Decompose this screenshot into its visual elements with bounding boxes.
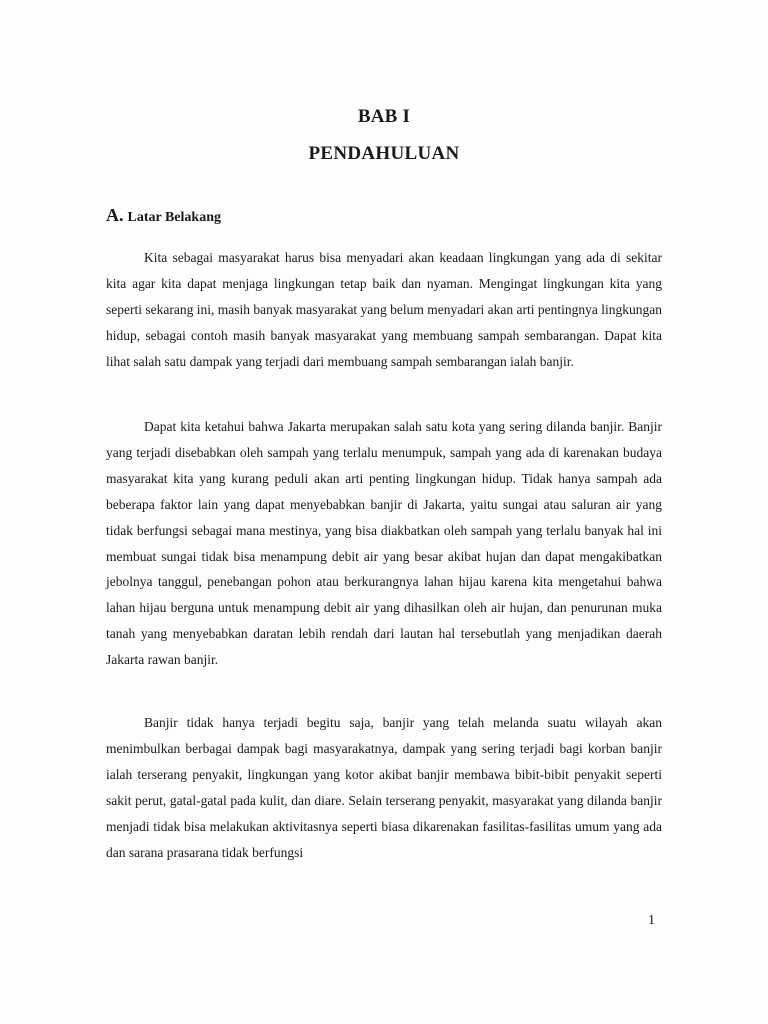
page-number: 1 bbox=[648, 913, 655, 928]
chapter-number: BAB I bbox=[357, 106, 411, 127]
paragraph-2: Dapat kita ketahui bahwa Jakarta merupakan salah satu kota yang sering dilanda banjir. Banjir yang terjadi disebabkan oleh sampah yang terlalu menumpuk, sampah yang ada di karenakan budaya masyarakat kita yang kurang peduli akan arti penting lingkungan hidup. Tidak hanya sampah ada beberapa faktor lain yang dapat menyebabkan banjir di Jakarta, yaitu sungai atau saluran air yang tidak berfungsi sebagai mana mestinya, yang bisa diakbatkan oleh sampah yang terlalu banyak hal ini membuat sungai tidak bisa menampung debit air yang besar akibat hujan dan dapat mengakibatkan jebolnya tanggul, penebangan pohon atau berkurangnya lahan hijau karena kita mengetahui bahwa lahan hijau berguna untuk menampung debit air yang dihasilkan oleh air hujan, dan penurunan muka tanah yang menyebabkan daratan lebih rendah dari lautan hal tersebutlah yang menjadikan daerah Jakarta rawan banjir. bbox=[106, 419, 662, 668]
paragraph-1: Kita sebagai masyarakat harus bisa menyadari akan keadaan lingkungan yang ada di sekitar kita agar kita dapat menjaga lingkungan tetap baik dan nyaman. Mengingat lingkungan kita yang seperti sekarang ini, masih banyak masyarakat yang belum menyadari akan arti pentingnya lingkungan hidup, sebagai contoh masih banyak masyarakat yang membuang sampah sembarangan. Dapat kita lihat salah satu dampak yang terjadi dari membuang sampah sembarangan ialah banjir. bbox=[106, 250, 662, 369]
paragraph-3: Banjir tidak hanya terjadi begitu saja, banjir yang telah melanda suatu wilayah akan menimbulkan berbagai dampak bagi masyarakatnya, dampak yang sering terjadi bagi korban banjir ialah terserang penyakit, lingkungan yang kotor akibat banjir membawa bibit-bibit penyakit seperti sakit perut, gatal-gatal pada kulit, dan diare. Selain terserang penyakit, masyarakat yang dilanda banjir menjadi tidak bisa melakukan aktivitasnya seperti biasa dikarenakan fasilitas-fasilitas umum yang ada dan sarana prasarana tidak berfungsi bbox=[106, 715, 662, 860]
section-letter: A. bbox=[106, 205, 124, 225]
section-heading bbox=[106, 205, 221, 226]
chapter-title: PENDAHULUAN bbox=[308, 143, 460, 164]
section-title: Latar Belakang bbox=[127, 210, 221, 225]
